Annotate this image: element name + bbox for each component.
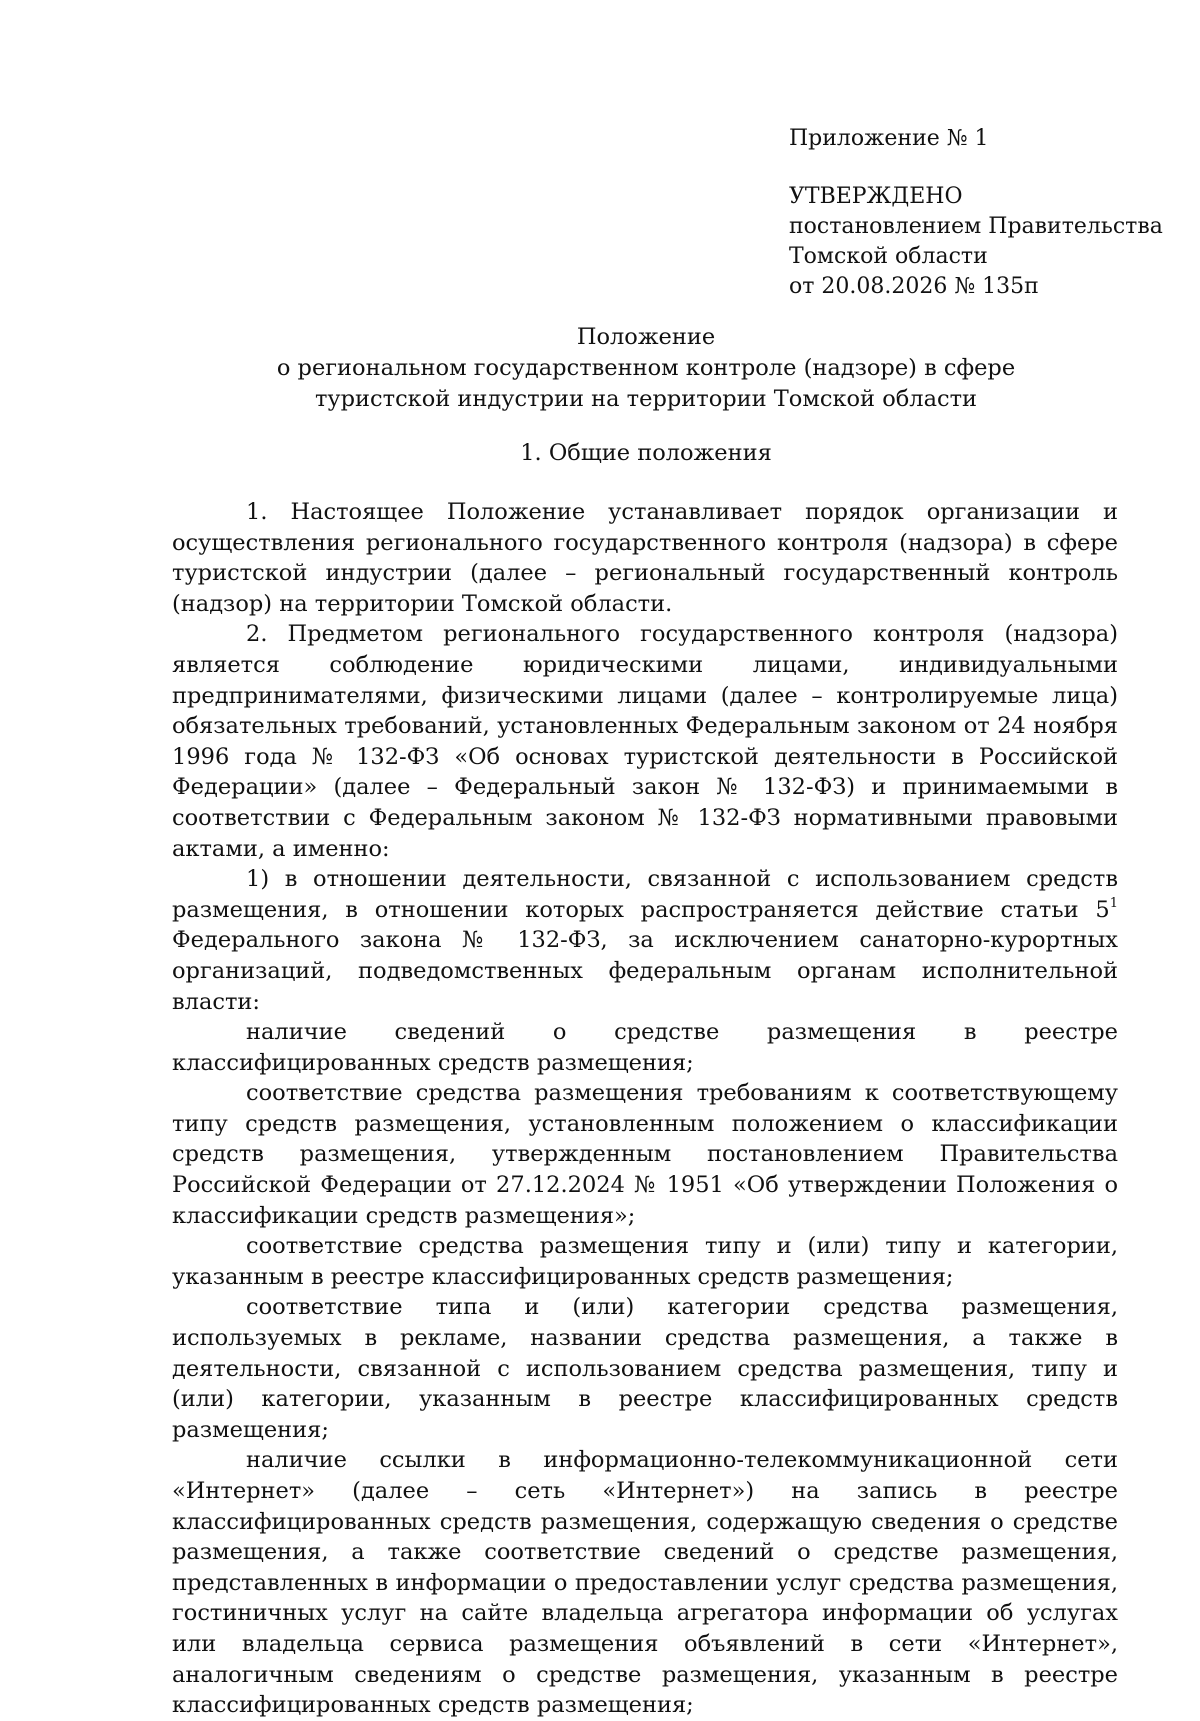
approval-line: постановлением Правительства — [789, 214, 1163, 239]
title-line: о региональном государственном контроле (надзоре) в сфере — [276, 355, 1016, 381]
paragraph — [172, 864, 1118, 1017]
approval-line: Томской области — [789, 244, 988, 269]
paragraph-text: 1) в отношении деятельности, связанной с использованием средств размещения, в отношении которых распространяется действие статьи 5 — [172, 866, 1118, 923]
title-line: Положение — [576, 324, 716, 350]
paragraph: 1. Настоящее Положение устанавливает порядок организации и осуществления регионального государственного контроля (надзора) в сфере туристской индустрии (далее – региональный государственный контроль (надзор) на территории Томской области. — [172, 499, 1118, 617]
paragraph: наличие сведений о средстве размещения в реестре классифицированных средств размещения; — [172, 1019, 1118, 1076]
paragraph: наличие ссылки в информационно-телекоммуникационной сети «Интернет» (далее – сеть «Интернет») на запись в реестре классифицированных средств размещения, содержащую сведения о средстве размещения, а также соответствие сведений о средстве размещения, представленных в информации о предоставлении услуг средства размещения, гостиничных услуг на сайте владельца агрегатора информации об услугах или владельца сервиса размещения объявлений в сети «Интернет», аналогичным сведениям о средстве размещения, указанным в реестре классифицированных средств размещения; — [172, 1447, 1118, 1719]
document-title — [170, 322, 1122, 415]
approved-stamp-text: УТВЕРЖДЕНО — [789, 184, 963, 209]
superscript-index: 1 — [1109, 895, 1118, 911]
title-line: туристской индустрии на территории Томской области — [314, 386, 978, 412]
section-heading: 1. Общие положения — [520, 440, 772, 466]
paragraph-text: Федерального закона № 132-ФЗ, за исключением санаторно-курортных организаций, подведомственных федеральным органам исполнительной власти: — [172, 927, 1118, 1015]
paragraph: соответствие типа и (или) категории средства размещения, используемых в рекламе, названии средства размещения, а также в деятельности, связанной с использованием средства размещения, типу и (или) категории, указанным в реестре классифицированных средств размещения; — [172, 1294, 1118, 1443]
document-body — [172, 497, 1118, 1721]
paragraph: 2. Предметом регионального государственного контроля (надзора) является соблюдение юридическими лицами, индивидуальными предпринимателями, физическими лицами (далее – контролируемые лица) обязательных требований, установленных Федеральным законом от 24 ноября 1996 года № 132-ФЗ «Об основах туристской деятельности в Российской Федерации» (далее – Федеральный закон № 132-ФЗ) и принимаемыми в соответствии с Федеральным законом № 132-ФЗ нормативными правовыми актами, а именно: — [172, 621, 1118, 862]
annex-number: Приложение № 1 — [789, 126, 989, 151]
paragraph: соответствие средства размещения типу и (или) типу и категории, указанным в реестре классифицированных средств размещения; — [172, 1233, 1118, 1290]
approval-block — [789, 124, 1169, 302]
paragraph: соответствие средства размещения требованиям к соответствующему типу средств размещения, установленным положением о классификации средств размещения, утвержденным постановлением Правительства Российской Федерации от 27.12.2024 № 1951 «Об утверждении Положения о классификации средств размещения»; — [172, 1080, 1118, 1229]
approval-date-number: от 20.08.2026 № 135п — [789, 274, 1039, 299]
